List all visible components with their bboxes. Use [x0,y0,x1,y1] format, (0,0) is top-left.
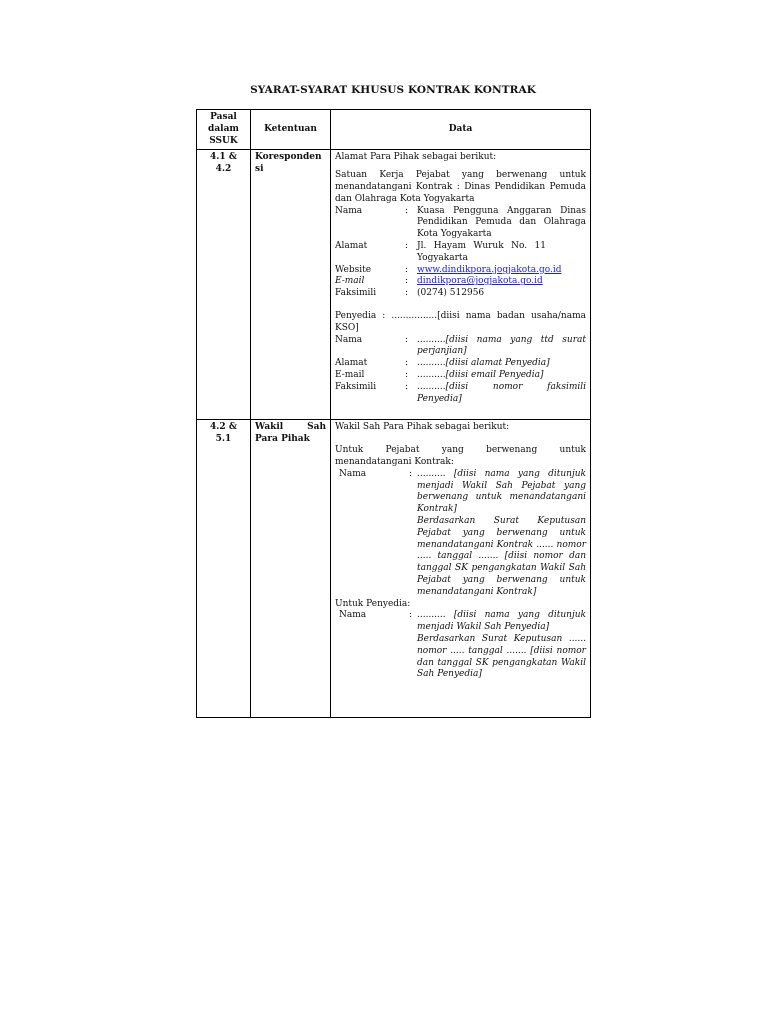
field-value: Jl. Hayam Wuruk No. 11 Yogyakarta [417,240,546,263]
row2-pasal: 4.2 & 5.1 [197,420,251,718]
field-sep: : [405,240,409,251]
row1-ketentuan: Korespondensi [251,150,331,420]
table-row-wakil-sah [197,420,591,718]
row1-penyedia-faksimili [335,382,586,406]
row1-penyedia-nama [335,335,586,359]
field-sep: : [409,610,413,621]
field-label: Nama [339,610,367,621]
row1-intro: Alamat Para Pihak sebagai berikut: [335,152,497,163]
row2-untuk-penyedia: Untuk Penyedia: [335,598,411,609]
field-label: Website [335,264,372,275]
field-label: Faksimili [335,288,377,299]
field-label: Alamat [335,358,368,369]
row1-field-faksimili [335,288,586,300]
header-data: Data [331,110,591,150]
row1-field-nama [335,206,586,241]
field-sep: : [405,205,409,216]
field-sep: : [409,468,413,479]
row1-field-alamat [335,241,586,265]
website-link[interactable]: www.dindikpora.jogjakota.go.id [417,264,562,275]
ssuk-table [196,109,591,718]
field-value: .......... [diisi nama yang ditunjuk menjadi Wakil Sah Penyedia] [417,610,586,633]
email-link[interactable]: dindikpora@jogjakota.go.id [417,276,543,287]
row1-pasal: 4.1 & 4.2 [197,150,251,420]
field-label: Alamat [335,240,368,251]
table-row-korespondensi [197,150,591,420]
field-label: Faksimili [335,381,377,392]
row2-data [331,420,591,718]
row1-field-website [335,265,586,277]
header-ketentuan: Ketentuan [251,110,331,150]
document-title: SYARAT-SYARAT KHUSUS KONTRAK KONTRAK [250,84,536,96]
field-label: Nama [339,468,367,479]
field-value: .......... [diisi nama yang ditunjuk menjadi Wakil Sah Pejabat yang berwenang untuk menandatangani Kontrak] [417,468,586,515]
field-sep: : [405,288,409,299]
field-sep: : [405,276,409,287]
row2-pejabat-nama [335,469,586,516]
row1-field-email [335,276,586,288]
row1-penyedia: Penyedia : ................[diisi nama badan usaha/nama KSO] [335,310,586,333]
field-label: Nama [335,334,363,345]
table-header-row [197,110,591,150]
field-value: Berdasarkan Surat Keputusan Pejabat yang berwenang untuk menandatangani Kontrak ...... nomor ..... tanggal ....... [diisi nomor dan tanggal SK pengangkatan Wakil Sah Pejabat yang berwenang untuk menandatangani Kontrak] [417,515,586,597]
row2-intro: Wakil Sah Para Pihak sebagai berikut: [335,422,510,433]
field-label: E-mail [335,276,365,287]
row2-pejabat-sk [335,516,586,599]
field-value: ..........[diisi email Penyedia] [417,369,544,380]
header-pasal: Pasal dalam SSUK [197,110,251,150]
field-value: Kuasa Pengguna Anggaran Dinas Pendidikan Pemuda dan Olahraga Kota Yogyakarta [417,205,586,240]
field-value: ..........[diisi alamat Penyedia] [417,358,550,369]
row1-satker: Satuan Kerja Pejabat yang berwenang untuk menandatangani Kontrak : Dinas Pendidikan Pemuda dan Olahraga Kota Yogyakarta [335,170,586,204]
field-value: Berdasarkan Surat Keputusan ...... nomor ..... tanggal ....... [diisi nomor dan tanggal SK pengangkatan Wakil Sah Penyedia] [417,633,586,680]
row1-penyedia-email [335,370,586,382]
field-sep: : [405,264,409,275]
row1-data [331,150,591,420]
field-value: (0274) 512956 [417,288,485,299]
field-value: ..........[diisi nomor faksimili Penyedia] [417,381,586,404]
field-sep: : [405,369,409,380]
field-sep: : [405,334,409,345]
field-value: ..........[diisi nama yang ttd surat perjanjian] [417,334,586,357]
row2-untuk-pejabat: Untuk Pejabat yang berwenang untuk menandatangani Kontrak: [335,445,586,467]
row2-ketentuan: Wakil Sah Para Pihak [251,420,331,718]
row2-penyedia-nama [335,610,586,634]
field-label: Nama [335,205,363,216]
row2-penyedia-sk [335,634,586,681]
row1-penyedia-alamat [335,358,586,370]
field-label: E-mail [335,369,365,380]
field-sep: : [405,381,409,392]
field-sep: : [405,358,409,369]
